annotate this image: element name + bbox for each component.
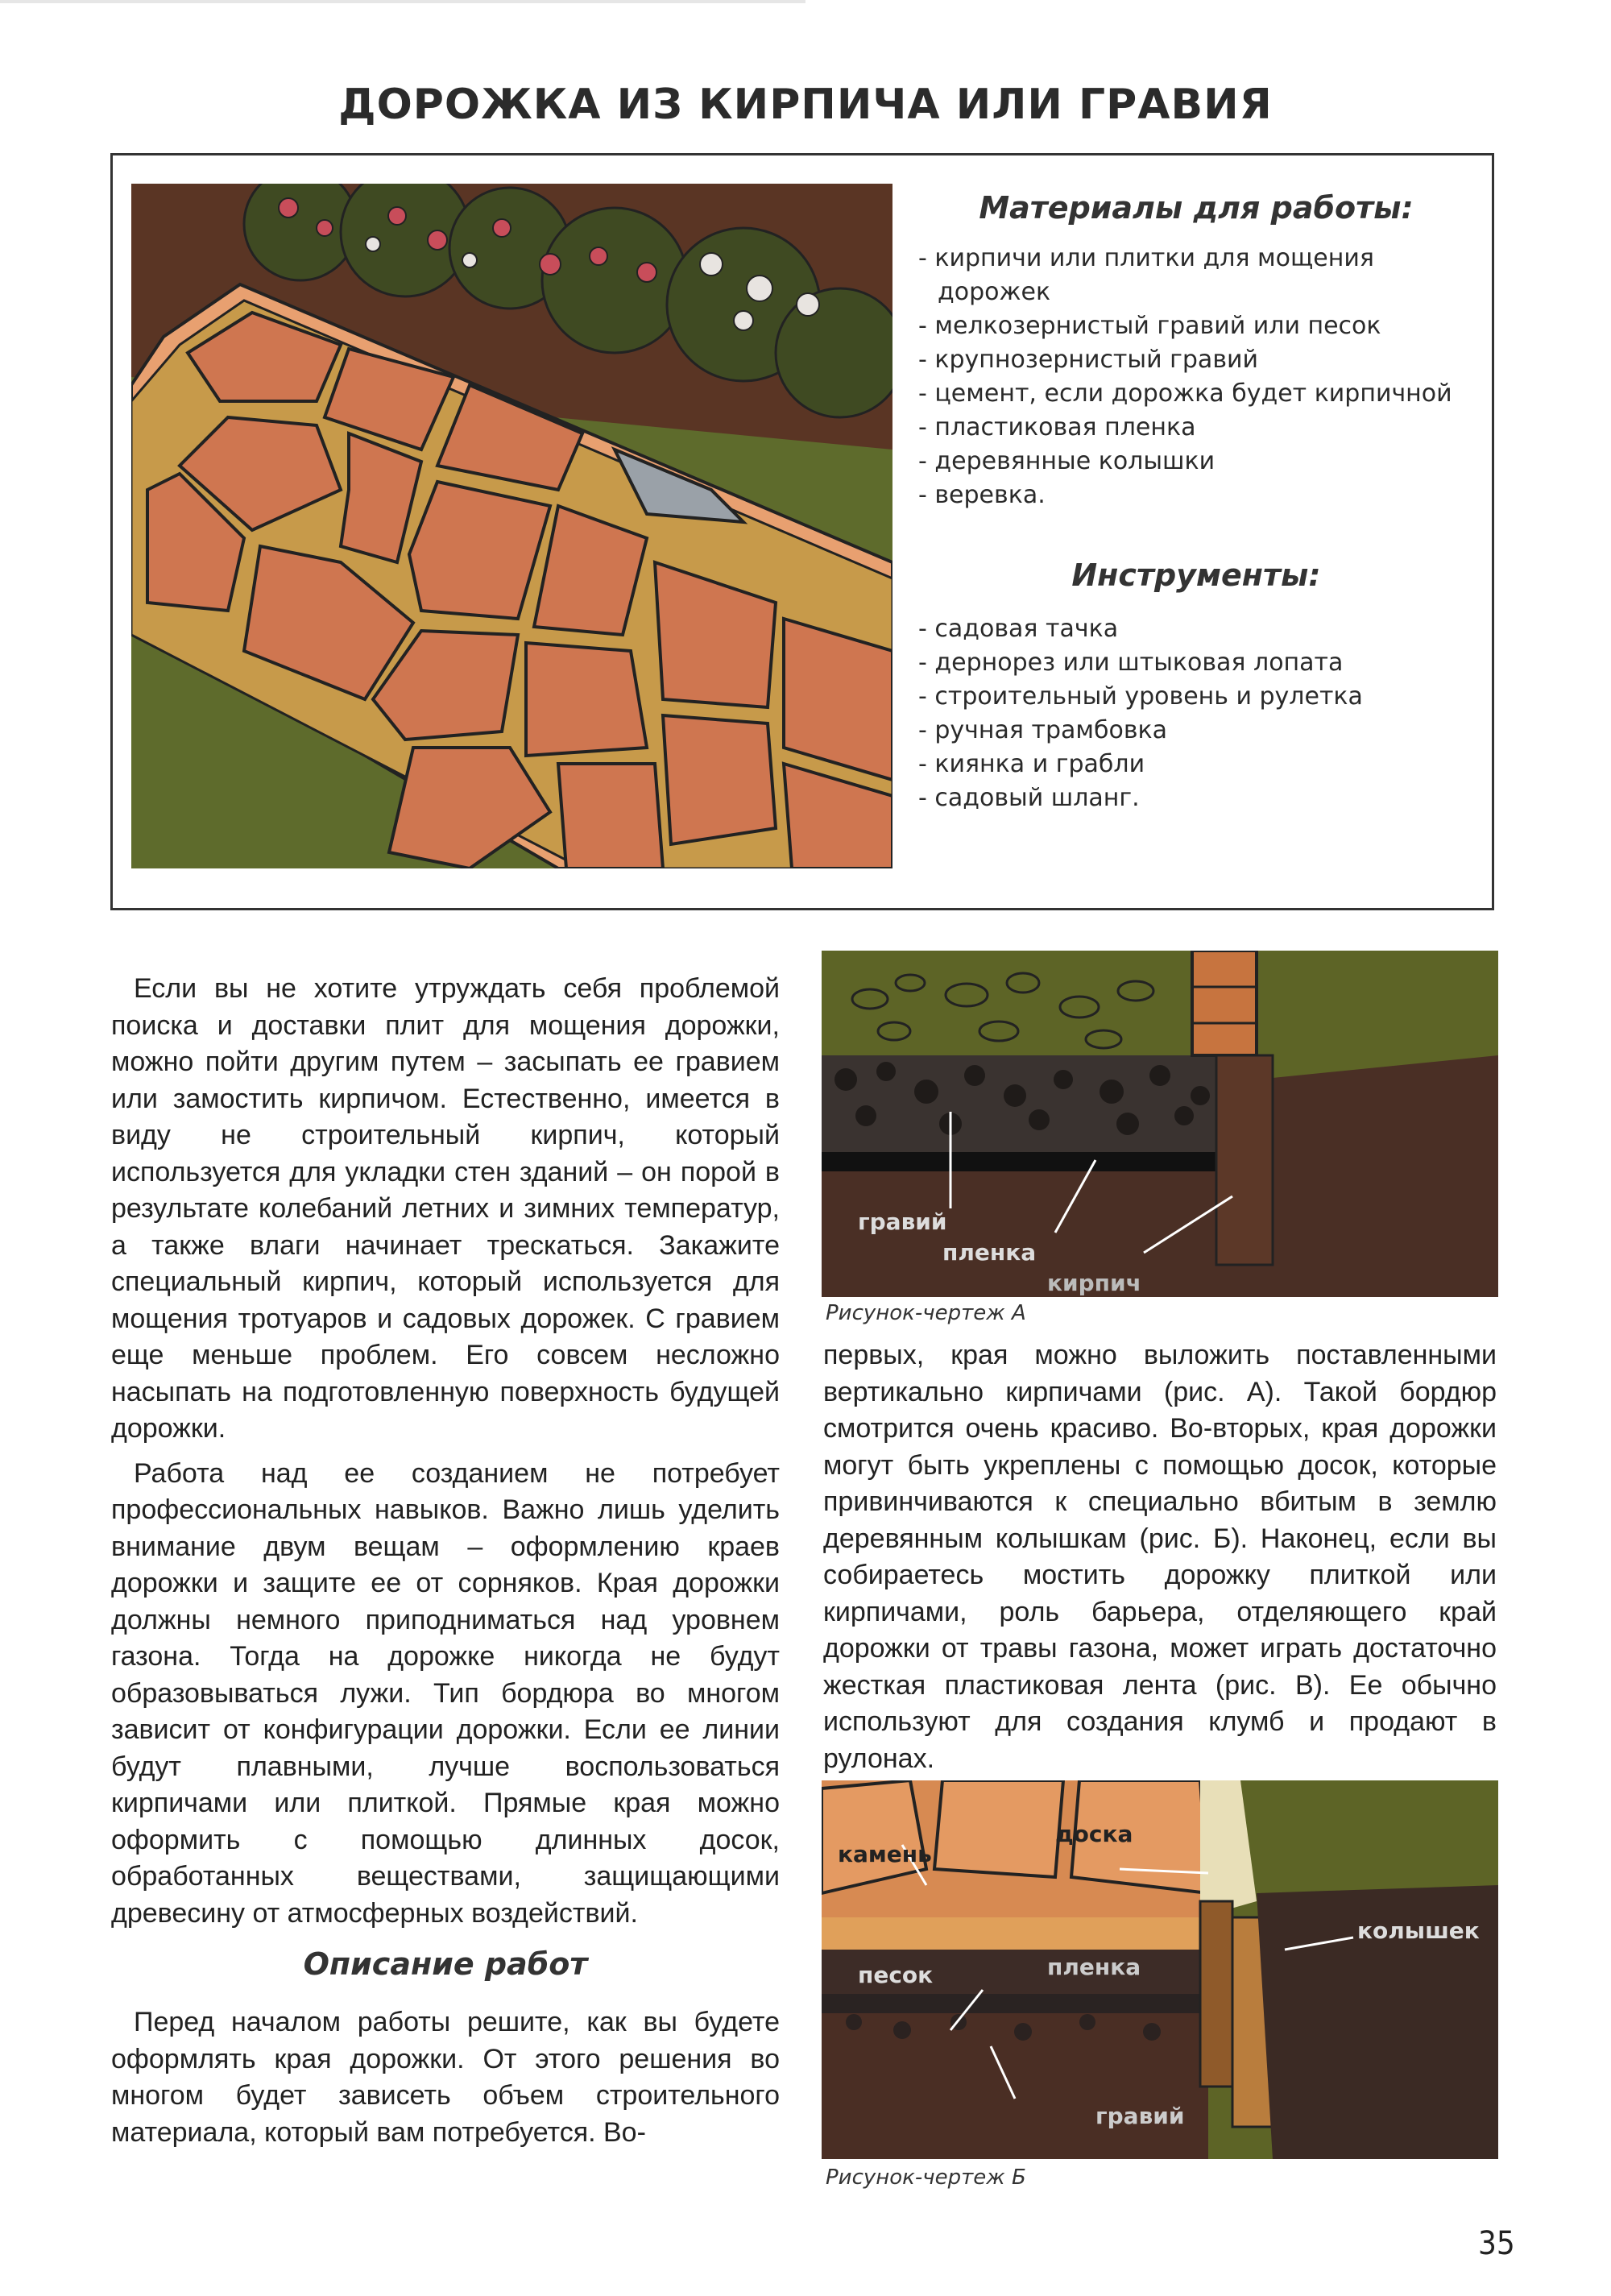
tools-list	[918, 612, 1474, 815]
materials-list	[918, 242, 1474, 512]
article-paragraph: Если вы не хотите утруждать себя проблемой поиска и доставки плит для мощения дорожки, можно пойти другим путем – засыпать ее гравием или замостить кирпичом. Естественно, имеется в виду не строительный кирпич, который используется для укладки стен зданий – он порой в результате колебаний летних и зимних температур, а также влаги начинает трескаться. Закажите специальный кирпич, который используется для мощения тротуаров и садовых дорожек. С гравием еще меньше проблем. Его совсем несложно насыпать на подготовленную поверхность будущей дорожки.	[111, 973, 780, 1444]
label-gravel: гравий	[1095, 2103, 1185, 2129]
label-brick: кирпич	[1047, 1270, 1141, 1296]
materials-item: - деревянные колышки	[918, 445, 1474, 479]
tools-item: - дернорез или штыковая лопата	[918, 646, 1474, 680]
section-heading: Описание работ	[303, 1946, 588, 1982]
materials-item: - крупнозернистый гравий	[918, 343, 1474, 377]
right-column	[823, 1337, 1497, 1777]
tools-item: - садовая тачка	[918, 612, 1474, 646]
figure-b	[822, 1780, 1498, 2159]
label-board: доска	[1055, 1821, 1133, 1847]
label-gravel: гравий	[858, 1208, 947, 1235]
tools-item: - садовый шланг.	[918, 781, 1474, 815]
tools-heading: Инструменты:	[1071, 557, 1321, 593]
figure-b-caption: Рисунок-чертеж Б	[826, 2165, 1026, 2190]
materials-heading: Материалы для работы:	[979, 190, 1414, 226]
label-sand: песок	[858, 1962, 934, 1988]
materials-item: - веревка.	[918, 479, 1474, 512]
label-film: пленка	[1047, 1954, 1141, 1980]
figure-a	[822, 951, 1498, 1297]
left-column	[111, 971, 780, 2151]
tools-item: - ручная трамбовка	[918, 714, 1474, 748]
tools-item: - киянка и грабли	[918, 748, 1474, 781]
label-peg: колышек	[1357, 1917, 1480, 1944]
article-paragraph: Работа над ее созданием не потребует профессиональных навыков. Важно лишь уделить внимание двум вещам – оформлению краев дорожки и защите ее от сорняков. Края дорожки должны немного приподниматься над уровнем газона. Тогда на дорожке никогда не будут образовываться лужи. Тип бордюра во многом зависит от конфигурации дорожки. Если ее линии будут плавными, лучше воспользоваться кирпичами или плиткой. Прямые края можно оформить с помощью длинных досок, обработанных веществами, защищающими древесину от атмосферных воздействий.	[111, 1457, 780, 1929]
materials-item: - цемент, если дорожка будет кирпичной	[918, 377, 1474, 411]
materials-item: - пластиковая пленка	[918, 411, 1474, 445]
figure-a-caption: Рисунок-чертеж А	[826, 1301, 1026, 1325]
page-title: ДОРОЖКА ИЗ КИРПИЧА ИЛИ ГРАВИЯ	[338, 81, 1273, 129]
materials-item: - кирпичи или плитки для мощения дорожек	[918, 242, 1474, 309]
label-film: пленка	[942, 1239, 1037, 1266]
tools-item: - строительный уровень и рулетка	[918, 680, 1474, 714]
article-paragraph: первых, края можно выложить поставленными вертикально кирпичами (рис. А). Такой бордюр смотрится очень красиво. Во-вторых, края дорожки могут быть укреплены с помощью досок, которые привинчиваются к специально вбитым в землю деревянным колышкам (рис. Б). Наконец, если вы собираетесь мостить дорожку плиткой или кирпичами, роль барьера, отделяющего край дорожки от травы газона, может играть достаточно жесткая пластиковая лента (рис. В). Ее обычно используют для создания клумб и продают в рулонах.	[823, 1340, 1497, 1774]
path-illustration	[131, 184, 892, 868]
article-paragraph: Перед началом работы решите, как вы будете оформлять края дорожки. От этого решения во многом будет зависеть объем строительного материала, который вам потребуется. Во-	[111, 2007, 780, 2148]
page-number: 35	[1478, 2225, 1515, 2262]
top-rule	[0, 0, 806, 3]
label-stone: камень	[838, 1841, 932, 1867]
materials-item: - мелкозернистый гравий или песок	[918, 309, 1474, 343]
